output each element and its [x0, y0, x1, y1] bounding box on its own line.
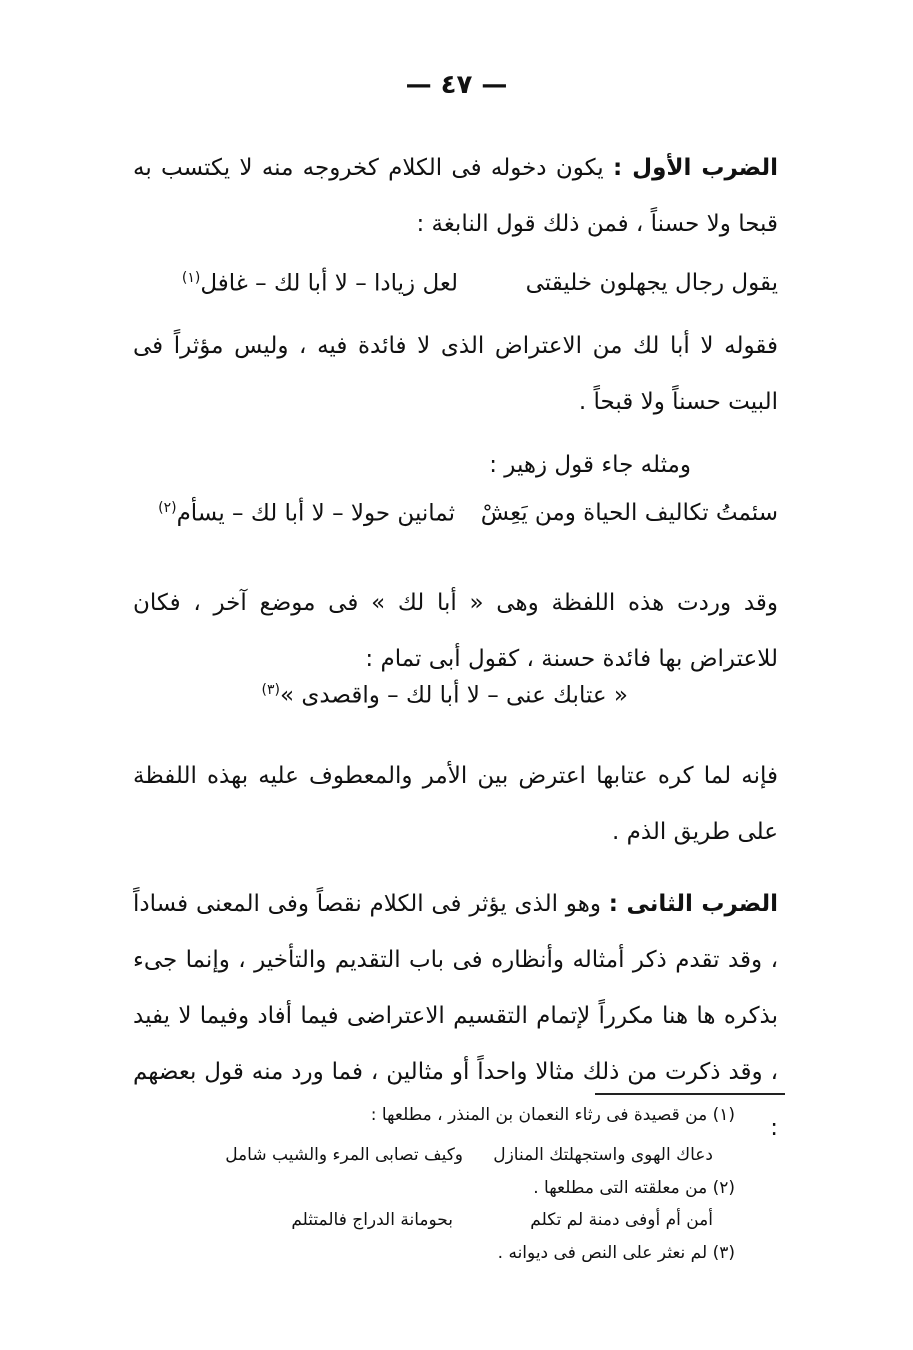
second-type-label: الضرب الثانى :: [608, 891, 778, 917]
footnote-3: (٣) لم نعثر على النص فى ديوانه .: [497, 1243, 735, 1263]
verse-abu-tammam-text: « عتابك عنى – لا أبا لك – واقصدى »: [279, 682, 628, 709]
page-number: — ٤٧ —: [405, 70, 508, 100]
second-type-text: وهو الذى يؤثر فى الكلام نقصاً وفى المعنى فساداً ، وقد تقدم ذكر أمثاله وأنظاره فى باب التقديم والتأخير ، وإنما جىء بذكره ها هنا مكرراً لإتمام التقسيم الاعتراضى فيما أفاد وفيما لا يفيد ، وقد ذكرت من ذلك مثالا واحداً أو مثالين ، فما ورد منه قول بعضهم :: [133, 891, 778, 1141]
footnote-ref-1: (١): [181, 270, 201, 286]
verse-zuhair-second-hemistich: [158, 500, 455, 527]
verse-nabigha-first-hemistich: يقول رجال يجهلون خليقتى: [525, 270, 778, 296]
footnote-ref-2: (٢): [158, 500, 177, 516]
verse-nabigha-second-hemistich: [182, 270, 458, 297]
verse-abu-tammam: [261, 682, 628, 709]
footnote-1-verse-first: دعاك الهوى واستجهلتك المنازل: [493, 1145, 713, 1165]
paragraph-commentary-1: فقوله لا أبا لك من الاعتراض الذى لا فائدة فيه ، وليس مؤثراً فى البيت حسناً ولا قبحاً .: [133, 333, 778, 415]
footnote-divider: [595, 1093, 785, 1095]
paragraph-commentary-2: وقد وردت هذه اللفظة وهى « أبا لك » فى موضع آخر ، فكان للاعتراض بها فائدة حسنة ، كقول أبى تمام :: [133, 590, 778, 672]
paragraph-first-type: [133, 140, 778, 252]
footnote-2-verse-first: أمن أم أوفى دمنة لم تكلم: [530, 1210, 713, 1230]
verse-nabigha-second-text: لعل زيادا – لا أبا لك – غافل: [200, 270, 458, 297]
first-type-text: يكون دخوله فى الكلام كخروجه منه لا يكتسب به قبحا ولا حسناً ، فمن ذلك قول النابغة :: [133, 155, 778, 237]
first-type-label: الضرب الأول :: [612, 155, 778, 181]
paragraph-commentary-3: فإنه لما كره عتابها اعترض بين الأمر والمعطوف عليه بهذه اللفظة على طريق الذم .: [133, 763, 778, 845]
paragraph-zuhair-intro: ومثله جاء قول زهير :: [489, 452, 691, 478]
footnote-2: (٢) من معلقته التى مطلعها .: [533, 1178, 735, 1198]
footnote-1: (١) من قصيدة فى رثاء النعمان بن المنذر ، مطلعها :: [370, 1105, 735, 1125]
footnote-1-verse-second: وكيف تصابى المرء والشيب شامل: [225, 1145, 463, 1165]
verse-zuhair-second-text: ثمانين حولا – لا أبا لك – يسأم: [176, 500, 455, 527]
verse-zuhair-first-hemistich: سئمتُ تكاليف الحياة ومن يَعِشْ: [480, 500, 778, 526]
footnote-ref-3: (٣): [261, 682, 280, 698]
footnote-2-verse-second: بحومانة الدراج فالمتثلم: [291, 1210, 453, 1230]
